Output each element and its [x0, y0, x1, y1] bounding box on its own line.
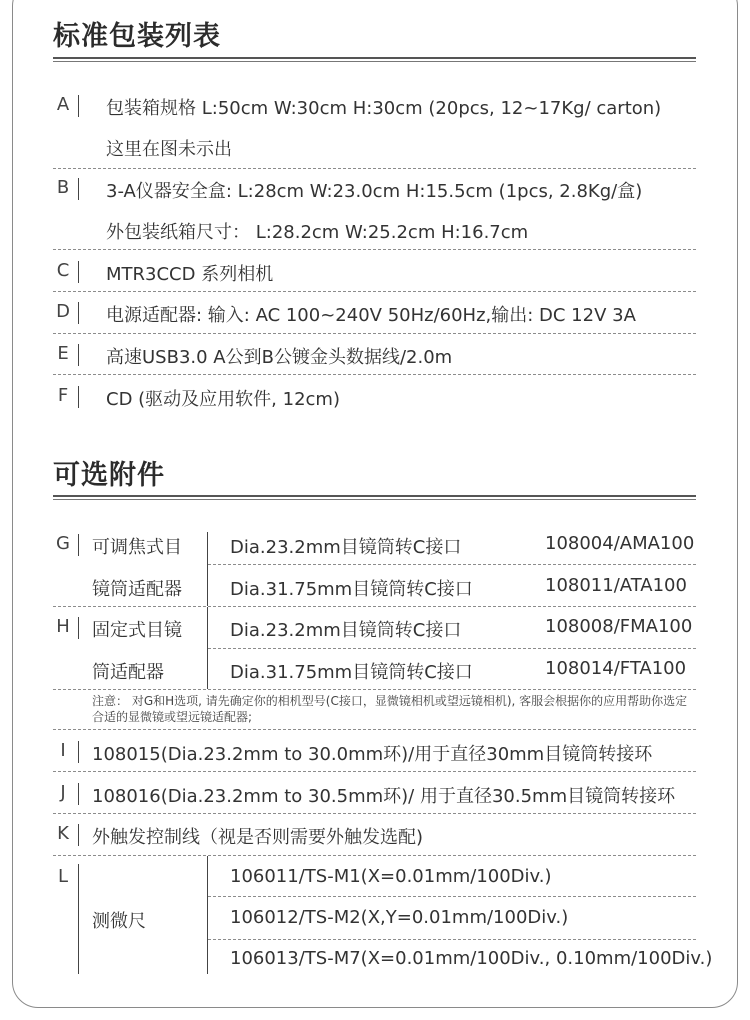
j-text: 108016(Dia.23.2mm to 30.5mm环)/ 用于直径30.5mm目镜筒转接环 [92, 786, 676, 807]
row-letter-b: B [56, 177, 70, 198]
row-letter-d: D [56, 301, 70, 322]
row-b-line-1: 3-A仪器安全盒: L:28cm W:23.0cm H:15.5cm (1pcs, 2.8Kg/盒) [106, 181, 643, 202]
row-separator [53, 771, 696, 772]
column-divider [207, 532, 208, 606]
row-divider [78, 617, 79, 639]
h-item-2-code: 108014/FTA100 [545, 658, 687, 679]
row-separator [53, 374, 696, 375]
row-letter-l: L [57, 866, 69, 887]
row-divider [78, 261, 79, 283]
row-c-line-1: MTR3CCD 系列相机 [106, 264, 274, 285]
row-e-line-1: 高速USB3.0 A公到B公镀金头数据线/2.0m [106, 347, 453, 368]
row-separator [208, 564, 696, 565]
row-divider [78, 741, 79, 763]
row-divider [78, 864, 79, 974]
row-divider [78, 178, 79, 200]
row-letter-a: A [56, 94, 70, 115]
row-letter-j: J [60, 782, 66, 803]
row-divider [78, 344, 79, 366]
column-divider [207, 856, 208, 974]
row-d-line-1: 电源适配器: 输入: AC 100~240V 50Hz/60Hz,输出: DC 12V 3A [106, 305, 636, 326]
row-letter-i: I [60, 740, 66, 761]
selection-note: 注意： 对G和H选项, 请先确定你的相机型号(C接口，显微镜相机或望远镜相机), 客服会根据你的应用帮助你选定合适的显微镜或望远镜适配器; [92, 694, 688, 724]
row-divider [78, 534, 79, 556]
g-name-line-1: 可调焦式目 [92, 537, 182, 558]
row-separator [53, 333, 696, 334]
title-rule [53, 495, 696, 497]
row-separator [53, 689, 696, 690]
row-separator [53, 291, 696, 292]
h-name-line-2: 筒适配器 [92, 662, 164, 683]
row-separator [53, 813, 696, 814]
row-f-line-1: CD (驱动及应用软件, 12cm) [106, 389, 340, 410]
row-a-line-1: 包装箱规格 L:50cm W:30cm H:30cm (20pcs, 12~17Kg/ carton) [106, 98, 662, 119]
g-item-2-code: 108011/ATA100 [545, 575, 687, 596]
l-item-3: 106013/TS-M7(X=0.01mm/100Div., 0.10mm/100Div.) [230, 948, 713, 969]
title-rule [53, 57, 696, 59]
row-separator [208, 648, 696, 649]
row-divider [78, 386, 79, 408]
row-separator [53, 249, 696, 250]
row-letter-e: E [57, 343, 69, 364]
l-item-2: 106012/TS-M2(X,Y=0.01mm/100Div.) [230, 907, 569, 928]
row-divider [78, 783, 79, 805]
row-letter-k: K [57, 823, 69, 844]
row-separator [208, 896, 696, 897]
standard-section-title: 标准包装列表 [53, 21, 221, 52]
row-separator [53, 168, 696, 169]
l-item-1: 106011/TS-M1(X=0.01mm/100Div.) [230, 866, 552, 887]
row-separator [53, 606, 696, 607]
row-b-line-2: 外包装纸箱尺寸： L:28.2cm W:25.2cm H:16.7cm [106, 222, 529, 243]
i-text: 108015(Dia.23.2mm to 30.0mm环)/用于直径30mm目镜筒转接环 [92, 744, 653, 765]
title-rule-thin [53, 499, 696, 500]
row-a-line-2: 这里在图未示出 [106, 139, 232, 160]
l-name: 测微尺 [92, 911, 146, 932]
row-separator [53, 729, 696, 730]
row-divider [78, 824, 79, 846]
h-name-line-1: 固定式目镜 [92, 620, 182, 641]
row-separator [53, 855, 696, 856]
g-item-1-code: 108004/AMA100 [545, 533, 695, 554]
row-letter-f: F [57, 385, 69, 406]
title-rule-thin [53, 61, 696, 62]
row-letter-g: G [56, 533, 70, 554]
row-letter-c: C [56, 260, 70, 281]
optional-section-title: 可选附件 [53, 460, 165, 491]
g-name-line-2: 镜筒适配器 [92, 579, 182, 600]
row-letter-h: H [56, 616, 70, 637]
g-item-2-desc: Dia.31.75mm目镜筒转C接口 [230, 579, 473, 600]
row-divider [78, 95, 79, 117]
row-divider [78, 302, 79, 324]
h-item-1-desc: Dia.23.2mm目镜筒转C接口 [230, 620, 462, 641]
h-item-1-code: 108008/FMA100 [545, 616, 693, 637]
h-item-2-desc: Dia.31.75mm目镜筒转C接口 [230, 662, 473, 683]
g-item-1-desc: Dia.23.2mm目镜筒转C接口 [230, 537, 462, 558]
k-text: 外触发控制线（视是否则需要外触发选配) [92, 827, 424, 848]
row-separator [208, 939, 696, 940]
